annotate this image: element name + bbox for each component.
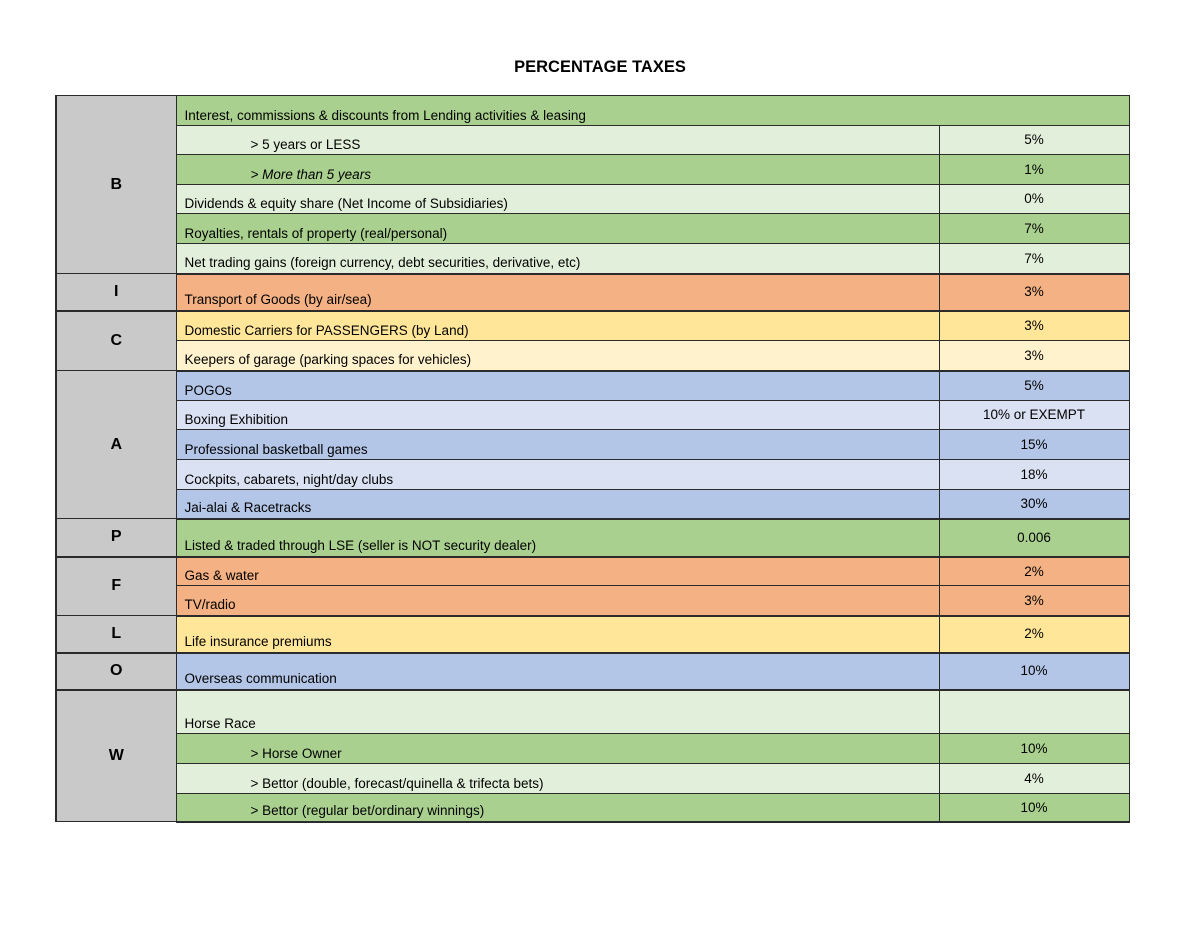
tax-rate: 5% bbox=[939, 126, 1129, 155]
tax-item-description: Cockpits, cabarets, night/day clubs bbox=[176, 460, 939, 490]
tax-rate: 3% bbox=[939, 274, 1129, 311]
group-letter: A bbox=[56, 371, 176, 519]
table-row bbox=[56, 764, 1129, 794]
tax-item-description: Life insurance premiums bbox=[176, 616, 939, 653]
table-row bbox=[56, 371, 1129, 401]
tax-item-description: > More than 5 years bbox=[176, 155, 939, 185]
tax-rate bbox=[939, 690, 1129, 734]
tax-item-description: > Bettor (regular bet/ordinary winnings) bbox=[176, 794, 939, 822]
table-row bbox=[56, 126, 1129, 155]
tax-item-description: Listed & traded through LSE (seller is NOT security dealer) bbox=[176, 519, 939, 557]
table-row bbox=[56, 341, 1129, 371]
table-row bbox=[56, 214, 1129, 244]
table-row bbox=[56, 311, 1129, 341]
tax-rate: 7% bbox=[939, 244, 1129, 274]
tax-rate: 15% bbox=[939, 430, 1129, 460]
tax-item-description: Professional basketball games bbox=[176, 430, 939, 460]
group-letter: L bbox=[56, 616, 176, 653]
tax-rate: 2% bbox=[939, 557, 1129, 586]
table-row bbox=[56, 460, 1129, 490]
table-row bbox=[56, 519, 1129, 557]
tax-rate: 7% bbox=[939, 214, 1129, 244]
table-row bbox=[56, 794, 1129, 822]
tax-rate: 1% bbox=[939, 155, 1129, 185]
tax-rate: 10% or EXEMPT bbox=[939, 401, 1129, 430]
tax-rate: 10% bbox=[939, 734, 1129, 764]
tax-item-description: Domestic Carriers for PASSENGERS (by Land) bbox=[176, 311, 939, 341]
tax-item-description: Royalties, rentals of property (real/personal) bbox=[176, 214, 939, 244]
table-row bbox=[56, 244, 1129, 274]
tax-rate: 3% bbox=[939, 311, 1129, 341]
tax-rate: 30% bbox=[939, 490, 1129, 519]
percentage-taxes-table bbox=[55, 95, 1130, 823]
tax-item-description: Gas & water bbox=[176, 557, 939, 586]
tax-rate: 18% bbox=[939, 460, 1129, 490]
table-row bbox=[56, 690, 1129, 734]
table-body bbox=[56, 96, 1129, 822]
page-title: PERCENTAGE TAXES bbox=[514, 58, 686, 76]
group-letter: P bbox=[56, 519, 176, 557]
table-row bbox=[56, 490, 1129, 519]
tax-rate: 3% bbox=[939, 586, 1129, 616]
tax-item-description: Transport of Goods (by air/sea) bbox=[176, 274, 939, 311]
table-row bbox=[56, 586, 1129, 616]
tax-item-description: TV/radio bbox=[176, 586, 939, 616]
table-row bbox=[56, 653, 1129, 690]
tax-item-description: Dividends & equity share (Net Income of Subsidiaries) bbox=[176, 185, 939, 214]
table-row bbox=[56, 557, 1129, 586]
tax-item-description: Interest, commissions & discounts from Lending activities & leasing bbox=[176, 96, 1129, 126]
tax-rate: 0.006 bbox=[939, 519, 1129, 557]
group-letter: C bbox=[56, 311, 176, 371]
table-row bbox=[56, 734, 1129, 764]
tax-rate: 5% bbox=[939, 371, 1129, 401]
table-row bbox=[56, 401, 1129, 430]
tax-item-description: > 5 years or LESS bbox=[176, 126, 939, 155]
tax-rate: 10% bbox=[939, 653, 1129, 690]
table-row bbox=[56, 185, 1129, 214]
group-letter: O bbox=[56, 653, 176, 690]
tax-rate: 2% bbox=[939, 616, 1129, 653]
group-letter: F bbox=[56, 557, 176, 616]
group-letter: B bbox=[56, 96, 176, 274]
tax-item-description: Overseas communication bbox=[176, 653, 939, 690]
table-row bbox=[56, 430, 1129, 460]
tax-item-description: Jai-alai & Racetracks bbox=[176, 490, 939, 519]
tax-item-description: Keepers of garage (parking spaces for vehicles) bbox=[176, 341, 939, 371]
table-row bbox=[56, 96, 1129, 126]
group-letter: I bbox=[56, 274, 176, 311]
table-row bbox=[56, 274, 1129, 311]
group-letter: W bbox=[56, 690, 176, 822]
tax-rate: 10% bbox=[939, 794, 1129, 822]
tax-rate: 4% bbox=[939, 764, 1129, 794]
table-row bbox=[56, 616, 1129, 653]
tax-item-description: POGOs bbox=[176, 371, 939, 401]
tax-item-description: Boxing Exhibition bbox=[176, 401, 939, 430]
tax-item-description: Horse Race bbox=[176, 690, 939, 734]
tax-item-description: > Bettor (double, forecast/quinella & trifecta bets) bbox=[176, 764, 939, 794]
tax-item-description: Net trading gains (foreign currency, debt securities, derivative, etc) bbox=[176, 244, 939, 274]
table-row bbox=[56, 155, 1129, 185]
tax-rate: 3% bbox=[939, 341, 1129, 371]
tax-item-description: > Horse Owner bbox=[176, 734, 939, 764]
tax-rate: 0% bbox=[939, 185, 1129, 214]
